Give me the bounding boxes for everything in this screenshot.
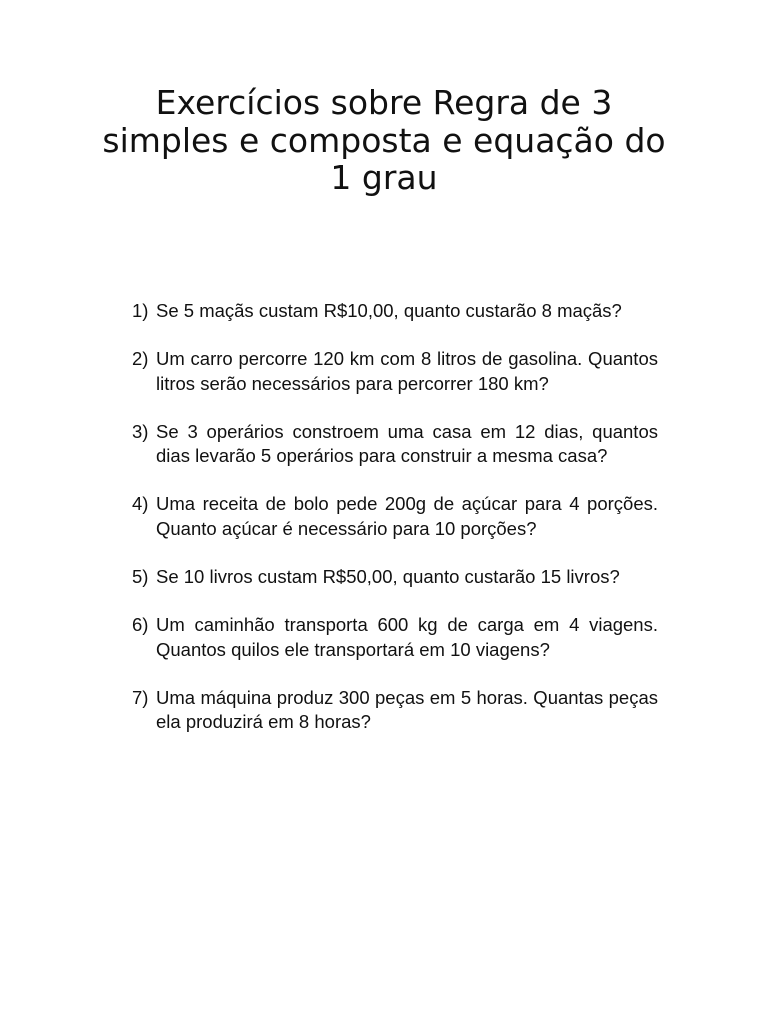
list-item — [128, 347, 658, 396]
document-title: Exercícios sobre Regra de 3 simples e composta e equação do 1 grau — [102, 83, 666, 198]
question-number: 6) — [132, 614, 149, 636]
question-text: Uma receita de bolo pede 200g de açúcar para 4 porções. Quanto açúcar é necessário para 10 porções? — [156, 493, 658, 539]
question-number: 3) — [132, 420, 149, 442]
question-list — [128, 299, 658, 759]
list-item — [128, 686, 658, 735]
question-text: Se 3 operários constroem uma casa em 12 dias, quantos dias levarão 5 operários para construir a mesma casa? — [156, 420, 658, 467]
question-number: 1) — [132, 300, 149, 321]
list-item — [128, 613, 658, 662]
question-text: Um caminhão transporta 600 kg de carga em 4 viagens. Quantos quilos ele transportará em 10 viagens? — [156, 614, 658, 660]
question-text: Uma máquina produz 300 peças em 5 horas. Quantas peças ela produzirá em 8 horas? — [156, 686, 658, 733]
question-text: Um carro percorre 120 km com 8 litros de gasolina. Quantos litros serão necessários para percorrer 180 km? — [156, 348, 658, 394]
list-item — [128, 565, 658, 589]
question-number: 7) — [132, 686, 149, 708]
list-item — [128, 299, 658, 323]
question-number: 2) — [132, 348, 149, 370]
question-text: Se 5 maçãs custam R$10,00, quanto custarão 8 maçãs? — [156, 300, 622, 321]
list-item — [128, 492, 658, 541]
question-number: 4) — [132, 493, 149, 515]
question-text: Se 10 livros custam R$50,00, quanto custarão 15 livros? — [156, 566, 620, 588]
question-number: 5) — [132, 566, 149, 588]
list-item — [128, 420, 658, 469]
